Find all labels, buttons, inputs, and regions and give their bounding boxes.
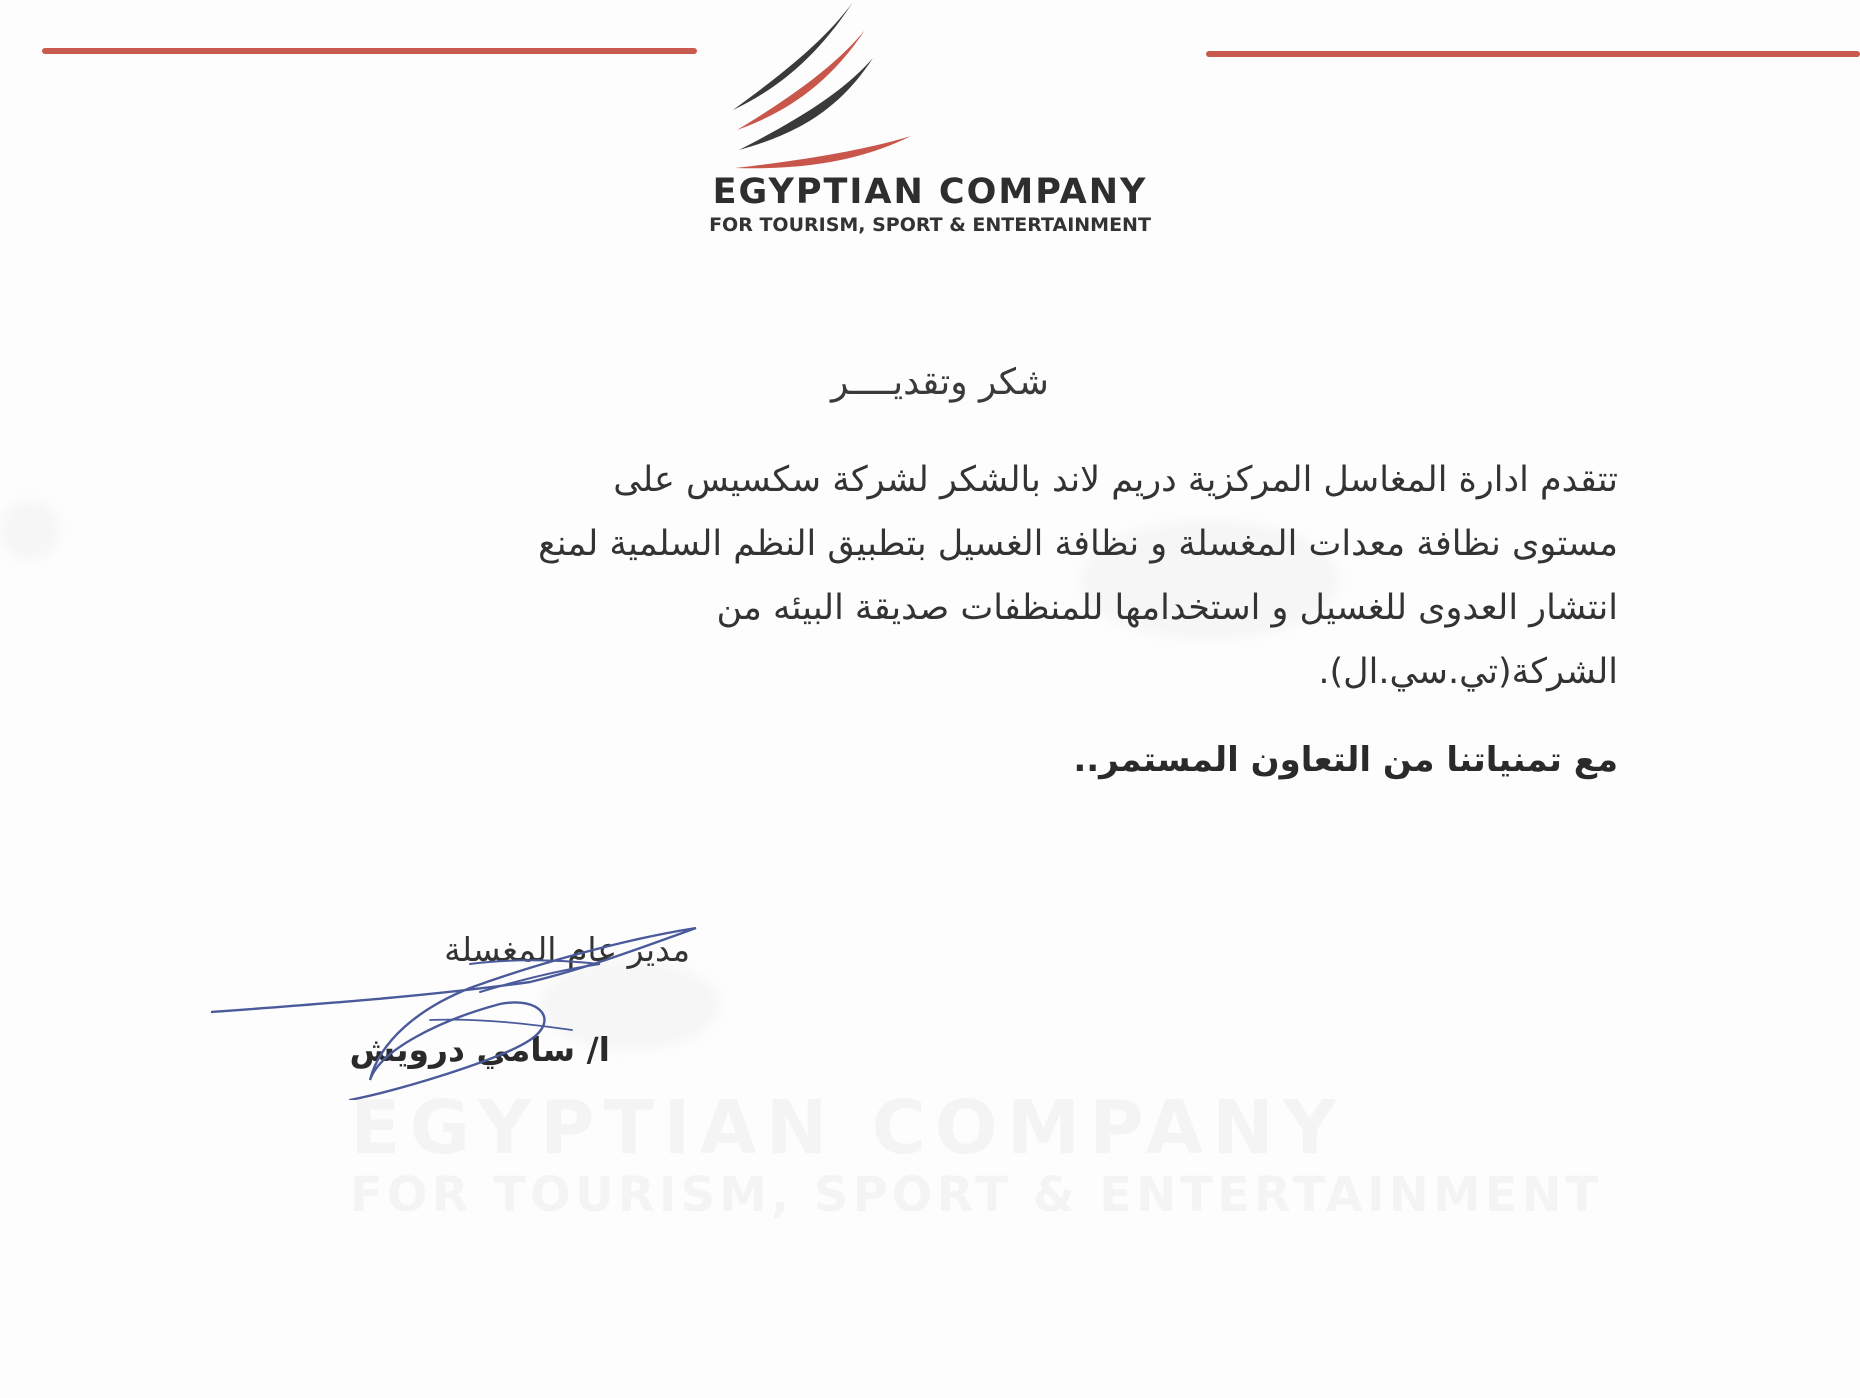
handwritten-signature: [200, 900, 720, 1100]
company-name: EGYPTIAN COMPANY: [712, 172, 1148, 212]
logo-stripe-red-1: [737, 30, 865, 130]
header-rule-right: [1206, 51, 1860, 57]
signatory-title: مدير عام المغسلة: [444, 930, 690, 969]
wing-swoosh-icon: [715, 0, 920, 180]
body-line: الشركة(تي.سي.ال).: [1318, 652, 1618, 692]
signatory-name: ا/ سامي درويش: [349, 1030, 610, 1069]
letter-body: [318, 448, 1618, 704]
letter-title: شكر وتقديــــر: [831, 362, 1049, 403]
signature-block: [200, 900, 720, 1100]
body-line: تتقدم ادارة المغاسل المركزية دريم لاند بالشكر لشركة سكسيس على: [613, 460, 1618, 500]
logo-stripe-dark-2: [739, 58, 873, 150]
scan-smudge: [0, 500, 60, 560]
body-line: انتشار العدوى للغسيل و استخدامها للمنظفات صديقة البيئه من: [716, 588, 1618, 628]
letterhead-watermark: [350, 1085, 1600, 1223]
watermark-line-1: [350, 1085, 1600, 1171]
watermark-line-2: [350, 1167, 1600, 1223]
closing-line: مع تمنياتنا من التعاون المستمر..: [1073, 740, 1618, 780]
body-line: مستوى نظافة معدات المغسلة و نظافة الغسيل بتطبيق النظم السلمية لمنع: [538, 524, 1618, 564]
header-rule-left: [42, 48, 697, 54]
company-subtitle: FOR TOURISM, SPORT & ENTERTAINMENT: [709, 214, 1151, 236]
